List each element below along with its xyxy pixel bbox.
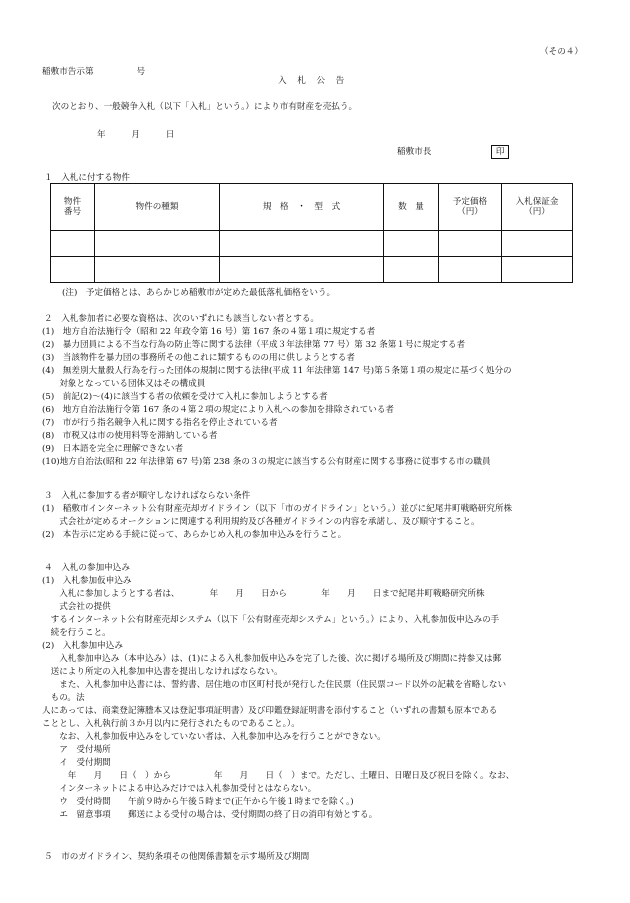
text-line: 入札参加申込み（本申込み）は、(1)による入札参加仮申込みを完了した後、次に掲げる場所及び期間に持参又は郵	[42, 654, 502, 664]
col-spec: 規 格 ・ 型 式	[220, 184, 384, 231]
section3-heading: ３ 入札に参加する者が順守しなければならない条件	[44, 491, 251, 501]
list-item: (6) 地方自治法施行令第 167 条の４第２項の規定により入札への参加を排除されている者	[42, 405, 395, 415]
list-item: (8) 市税又は市の使用料等を滞納している者	[42, 431, 218, 441]
text-line: 入札に参加しようとする者は、 年 月 日から 年 月 日まで紀尾井町戦略研究所株	[42, 589, 485, 599]
table-note: (注) 予定価格とは、あらかじめ稲敷市が定めた最低落札価格をいう。	[62, 288, 336, 298]
text-line: なお、入札参加仮申込みをしていない者は、入札参加申込みを行うことができない。	[42, 732, 386, 742]
text-line: 年 月 日（ ）から 年 月 日（ ）まで。ただし、土曜日、日曜日及び祝日を除く。なお、	[42, 771, 515, 781]
table-row	[51, 257, 573, 283]
page-tag: （その４）	[540, 47, 583, 57]
text-line: また、入札参加申込書には、誓約書、居住地の市区町村長が発行した住民票（住民票コード以外の記載を省略しない	[42, 680, 507, 690]
text-line: ア 受付場所	[42, 745, 111, 755]
col-quantity: 数 量	[384, 184, 439, 231]
text-line: こととし、入札執行前３か月以内に発行されたものであること。）。	[42, 719, 300, 729]
text-line: もの。法	[42, 693, 85, 703]
text-line: 式会社の提供	[42, 602, 111, 612]
list-item: (10)地方自治法(昭和 22 年法律第 67 号)第 238 条の３の規定に該当する公有財産に関する事務に従事する市の職員	[42, 457, 491, 467]
seal-stamp: 印	[491, 145, 510, 159]
col-deposit: 入札保証金（円）	[502, 184, 573, 231]
list-item: (3) 当該物件を暴力団の事務所その他これに類するものの用に供しようとする者	[42, 353, 355, 363]
mayor-signature	[397, 145, 509, 159]
list-item: (1) 稲敷市インターネット公有財産売却ガイドライン（以下「市のガイドライン」という。）並びに紀尾井町戦略研究所株	[42, 504, 513, 514]
text-line: 続を行うこと。	[42, 628, 111, 638]
items-table	[50, 183, 573, 283]
text-line: (2) 入札参加申込み	[42, 641, 123, 651]
list-item: (2) 本告示に定める手続に従って、あらかじめ入札の参加申込みを行うこと。	[42, 530, 347, 540]
section1-heading: １ 入札に付する物件	[44, 173, 130, 183]
col-planned-price: 予定価格（円）	[439, 184, 502, 231]
list-item: 対象となっている団体又はその構成員	[42, 379, 206, 389]
text-line: するインターネット公有財産売却システム（以下「公有財産売却システム」という。）により、入札参加仮申込みの手	[42, 615, 500, 625]
section5-heading: ５ 市のガイドライン、契約条項その他関係書類を示す場所及び期間	[44, 852, 310, 862]
intro-text: 次のとおり、一般競争入札（以下「入札」という。）により市有財産を売払う。	[52, 102, 358, 112]
col-item-number: 物件番号	[51, 184, 95, 231]
notice-number: 稲敷市告示第 号	[42, 67, 146, 77]
text-line: インターネットによる申込みだけでは入札参加受付とはならない。	[42, 784, 317, 794]
section4-heading: ４ 入札の参加申込み	[44, 563, 130, 573]
list-item: (2) 暴力団員による不当な行為の防止等に関する法律（平成３年法律第 77 号）第 32 条第１号に規定する者	[42, 340, 466, 350]
date-line: 年 月 日	[97, 130, 175, 140]
table-row	[51, 231, 573, 257]
list-item: (7) 市が行う指名競争入札に関する指名を停止されている者	[42, 418, 278, 428]
section2-heading: ２ 入札参加者に必要な資格は、次のいずれにも該当しない者とする。	[44, 314, 320, 324]
list-item: (9) 日本語を完全に理解できない者	[42, 444, 184, 454]
text-line: 人にあっては、商業登記簿謄本又は登記事項証明書）及び印鑑登録証明書を添付すること（いずれの書類も原本である	[42, 706, 498, 716]
text-line: イ 受付期間	[42, 758, 111, 768]
text-line: 送により所定の入札参加申込書を提出しなければならない。	[42, 667, 283, 677]
col-item-type: 物件の種類	[95, 184, 220, 231]
text-line: (1) 入札参加仮申込み	[42, 576, 132, 586]
table-header-row	[51, 184, 573, 231]
list-item: (4) 無差別大量殺人行為を行った団体の規制に関する法律(平成 11 年法律第 147 号)第５条第１項の規定に基づく処分の	[42, 366, 512, 376]
text-line: ウ 受付時間 午前９時から午後５時まで(正午から午後１時までを除く。)	[42, 797, 354, 807]
list-item: (1) 地方自治法施行令（昭和 22 年政令第 16 号）第 167 条の４第１項に規定する者	[42, 327, 376, 337]
page-title: 入 札 公 告	[278, 76, 346, 86]
mayor-label: 稲敷市長	[397, 147, 432, 157]
text-line: エ 留意事項 郵送による受付の場合は、受付期間の終了日の消印有効とする。	[42, 810, 378, 820]
list-item: (5) 前記(2)～(4)に該当する者の依頼を受けて入札に参加しようとする者	[42, 392, 328, 402]
list-item: 式会社が定めるオークションに関連する利用規約及び各種ガイドラインの内容を承諾し、及び順守すること。	[42, 517, 480, 527]
